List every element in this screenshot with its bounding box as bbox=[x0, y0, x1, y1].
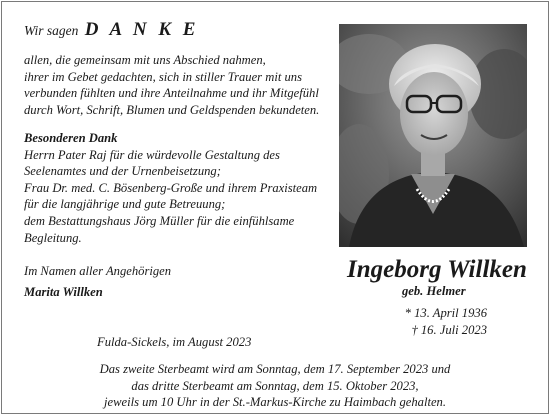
on-behalf-text: Im Namen aller Angehörigen bbox=[24, 264, 172, 278]
intro-line: allen, die gemeinsam mit uns Abschied nahmen, bbox=[24, 53, 266, 67]
thanks-line: Herrn Pater Raj für die würdevolle Gestaltung des bbox=[24, 147, 280, 162]
thanks-line: Frau Dr. med. C. Bösenberg-Große und ihrem Praxisteam bbox=[24, 180, 318, 195]
birth-date: * 13. April 1936 bbox=[404, 306, 487, 320]
greeting-line bbox=[24, 19, 199, 41]
intro-line: ihrer im Gebet gedachten, sich in stiller Trauer mit uns bbox=[24, 69, 302, 84]
greeting-danke: D A N K E bbox=[84, 19, 199, 40]
death-date: † 16. Juli 2023 bbox=[411, 323, 487, 337]
announcement-line: das dritte Sterbeamt am Sonntag, dem 15. Oktober 2023, bbox=[131, 378, 419, 393]
intro-text bbox=[24, 52, 319, 118]
place-date: Fulda-Sickels, im August 2023 bbox=[97, 335, 252, 349]
portrait-photo bbox=[339, 24, 527, 247]
announcement-line: Das zweite Sterbeamt wird am Sonntag, dem 17. September 2023 und bbox=[99, 362, 451, 376]
thanks-line: für die langjährige und gute Betreuung; bbox=[24, 197, 226, 212]
greeting-prefix: Wir sagen bbox=[24, 23, 79, 38]
intro-line: verbunden fühlten und ihre Anteilnahme und ihr Mitgefühl bbox=[24, 86, 319, 101]
life-dates bbox=[395, 305, 487, 339]
announcement-line: jeweils um 10 Uhr in der St.-Markus-Kirche zu Haimbach gehalten. bbox=[104, 395, 446, 410]
special-thanks bbox=[24, 130, 317, 246]
intro-line: durch Wort, Schrift, Blumen und Geldspenden bekundeten. bbox=[24, 102, 320, 117]
mass-announcement bbox=[2, 361, 548, 411]
maiden-name: geb. Helmer bbox=[402, 284, 466, 298]
signer-name: Marita Willken bbox=[24, 285, 103, 299]
obituary-card bbox=[1, 1, 549, 414]
special-thanks-heading: Besonderen Dank bbox=[24, 131, 118, 145]
thanks-line: Seelenamtes und der Urnenbeisetzung; bbox=[24, 164, 221, 179]
thanks-line: Begleitung. bbox=[24, 230, 82, 245]
thanks-line: dem Bestattungshaus Jörg Müller für die einfühlsame bbox=[24, 213, 295, 228]
deceased-name: Ingeborg Willken bbox=[347, 256, 527, 283]
